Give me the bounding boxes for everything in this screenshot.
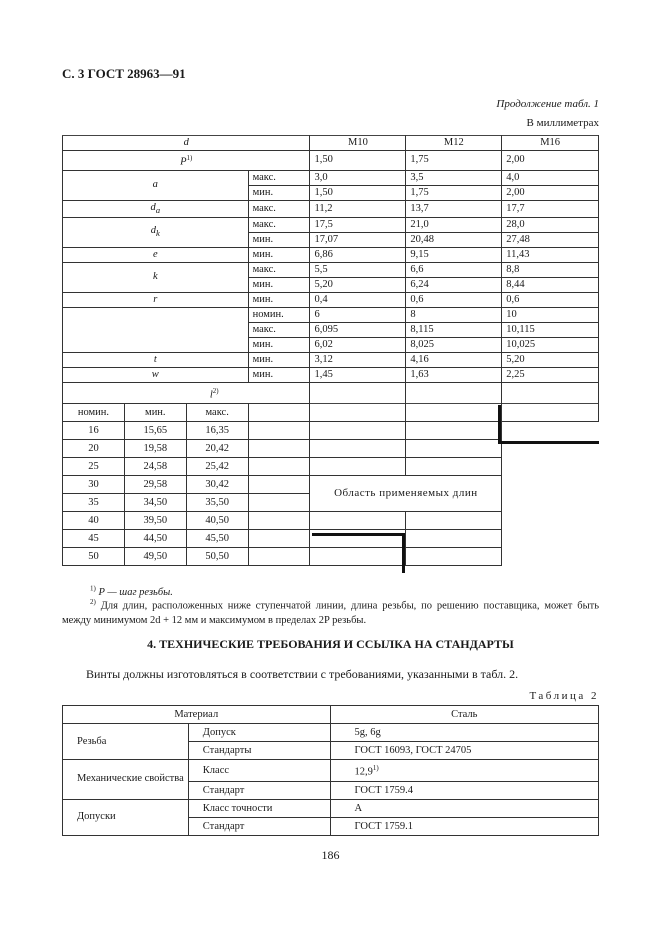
property-name: Стандарты [188,742,330,760]
param-label: $d_k$ [63,217,249,247]
size-header: M10 [310,136,406,151]
value-cell: 8,8 [502,262,599,277]
value-cell: 8 [406,307,502,322]
value-cell: 0,6 [502,292,599,307]
value-cell: 17,07 [310,232,406,247]
value-cell: 1,63 [406,367,502,382]
limit-kind: макс. [248,322,310,337]
param-label: e [63,247,249,262]
length-cell: 16,35 [186,422,248,440]
length-cell: 20 [63,440,125,458]
param-label: k [63,262,249,292]
value-cell: 4,0 [502,170,599,185]
limit-kind: мин. [248,352,310,367]
l-header-row [63,382,599,404]
value-cell: 6,24 [406,277,502,292]
length-cell: 40 [63,512,125,530]
param-row [63,292,599,307]
value-cell: 11,43 [502,247,599,262]
property-name: Допуск [188,724,330,742]
steel-header: Сталь [330,706,598,724]
l-subheader: мин. [124,404,186,422]
length-cell: 35,50 [186,494,248,512]
table2-row [63,799,599,817]
value-cell: 6,095 [310,322,406,337]
value-cell: 3,12 [310,352,406,367]
value-cell: 3,0 [310,170,406,185]
length-cell: 34,50 [124,494,186,512]
limit-kind: номин. [248,307,310,322]
limit-kind: макс. [248,217,310,232]
param-row [63,151,599,171]
group-name: Допуски [63,799,189,835]
property-name: Стандарт [188,817,330,835]
value-cell: 11,2 [310,200,406,217]
param-row [63,367,599,382]
value-cell: 4,16 [406,352,502,367]
param-row [63,352,599,367]
value-cell: 2,00 [502,151,599,171]
table-continuation-note: Продолжение табл. 1 [496,98,599,110]
length-cell: 16 [63,422,125,440]
length-cell: 40,50 [186,512,248,530]
value-cell: 13,7 [406,200,502,217]
length-cell: 50 [63,548,125,566]
length-cell: 45,50 [186,530,248,548]
value-cell: 27,48 [502,232,599,247]
table2-row [63,724,599,742]
value-cell: 5,20 [310,277,406,292]
limit-kind: макс. [248,262,310,277]
length-cell: 24,58 [124,458,186,476]
param-row [63,247,599,262]
value-cell: 10,025 [502,337,599,352]
length-row [63,422,599,440]
value-cell: 1,45 [310,367,406,382]
length-cell: 29,58 [124,476,186,494]
property-name: Стандарт [188,781,330,799]
value-cell: 1,75 [406,151,502,171]
param-row [63,262,599,277]
property-value: ГОСТ 16093, ГОСТ 24705 [330,742,598,760]
value-cell: 17,7 [502,200,599,217]
value-cell: 5,20 [502,352,599,367]
param-row [63,307,599,322]
param-label: w [63,367,249,382]
group-name: Резьба [63,724,189,760]
param-label: $P^{1)}$ [63,151,310,171]
requirements-table [62,705,599,836]
value-cell: 1,75 [406,185,502,200]
value-cell: 17,5 [310,217,406,232]
value-cell: 2,25 [502,367,599,382]
value-cell: 6,86 [310,247,406,262]
size-header: M16 [502,136,599,151]
value-cell: 28,0 [502,217,599,232]
value-cell: 20,48 [406,232,502,247]
d-label: d [63,136,310,151]
length-cell: 39,50 [124,512,186,530]
limit-kind: мин. [248,277,310,292]
application-area-label: Область применяемых длин [310,476,502,512]
length-cell: 45 [63,530,125,548]
param-label: r [63,292,249,307]
length-cell: 44,50 [124,530,186,548]
limit-kind: макс. [248,200,310,217]
value-cell: 3,5 [406,170,502,185]
stepped-line-segment [402,533,405,573]
length-cell: 50,50 [186,548,248,566]
l-label: $l^{2)}$ [63,382,310,404]
length-cell: 20,42 [186,440,248,458]
param-row [63,200,599,217]
property-name: Класс [188,760,330,782]
length-cell: 35 [63,494,125,512]
page-number: 186 [321,848,340,862]
length-cell: 25 [63,458,125,476]
table2-header-row [63,706,599,724]
length-row [63,476,599,494]
property-value: ГОСТ 1759.4 [330,781,598,799]
value-cell: 8,025 [406,337,502,352]
value-cell: 8,115 [406,322,502,337]
material-header: Материал [63,706,331,724]
stepped-line-segment [498,441,599,444]
value-cell: 6,02 [310,337,406,352]
value-cell: 8,44 [502,277,599,292]
table2-row [63,760,599,782]
length-cell: 15,65 [124,422,186,440]
limit-kind: мин. [248,367,310,382]
param-label [63,307,249,352]
section-paragraph: Винты должны изготовляться в соответствии с требованиями, указанными в табл. 2. [86,667,519,681]
dimensions-table [62,135,599,566]
value-cell: 5,5 [310,262,406,277]
limit-kind: мин. [248,292,310,307]
footnote-1: $^{1)}$ P — шаг резьбы. [90,584,173,598]
value-cell: 0,6 [406,292,502,307]
limit-kind: мин. [248,337,310,352]
value-cell: 10,115 [502,322,599,337]
value-cell: 10 [502,307,599,322]
length-cell: 49,50 [124,548,186,566]
param-row [63,217,599,232]
property-value: A [330,799,598,817]
length-cell: 25,42 [186,458,248,476]
param-label: $d_a$ [63,200,249,217]
property-value: 5g, 6g [330,724,598,742]
value-cell: 21,0 [406,217,502,232]
section-title: 4. ТЕХНИЧЕСКИЕ ТРЕБОВАНИЯ И ССЫЛКА НА СТАНДАРТЫ [147,637,514,651]
limit-kind: мин. [248,247,310,262]
value-cell: 6 [310,307,406,322]
limit-kind: макс. [248,170,310,185]
stepped-line-segment [498,405,501,443]
value-cell: 1,50 [310,185,406,200]
table2-caption: Таблица 2 [529,690,599,702]
param-label: t [63,352,249,367]
limit-kind: мин. [248,232,310,247]
length-row [63,512,599,530]
property-name: Класс точности [188,799,330,817]
limit-kind: мин. [248,185,310,200]
l-subheader: макс. [186,404,248,422]
length-cell: 30,42 [186,476,248,494]
property-value: 12,9$^{1)}$ [330,760,598,782]
length-cell: 19,58 [124,440,186,458]
page-header: С. 3 ГОСТ 28963—91 [62,66,186,81]
value-cell: 2,00 [502,185,599,200]
units-note: В миллиметрах [526,117,599,129]
value-cell: 1,50 [310,151,406,171]
size-header-row [63,136,599,151]
length-row [63,458,599,476]
l-subheader: номин. [63,404,125,422]
value-cell: 0,4 [310,292,406,307]
value-cell: 9,15 [406,247,502,262]
property-value: ГОСТ 1759.1 [330,817,598,835]
value-cell: 6,6 [406,262,502,277]
length-row [63,548,599,566]
param-label: a [63,170,249,200]
stepped-line-segment [312,533,404,536]
footnote-2: $^{2)}$ Для длин, расположенных ниже ступенчатой линии, длина резьбы, по решению поставщика, может быть между минимумом 2d + 12 мм и максимумом в пределах 2P резьбы. [62,598,600,626]
size-header: M12 [406,136,502,151]
param-row [63,170,599,185]
l-subheader-row [63,404,599,422]
group-name: Механические свойства [63,760,189,800]
length-cell: 30 [63,476,125,494]
